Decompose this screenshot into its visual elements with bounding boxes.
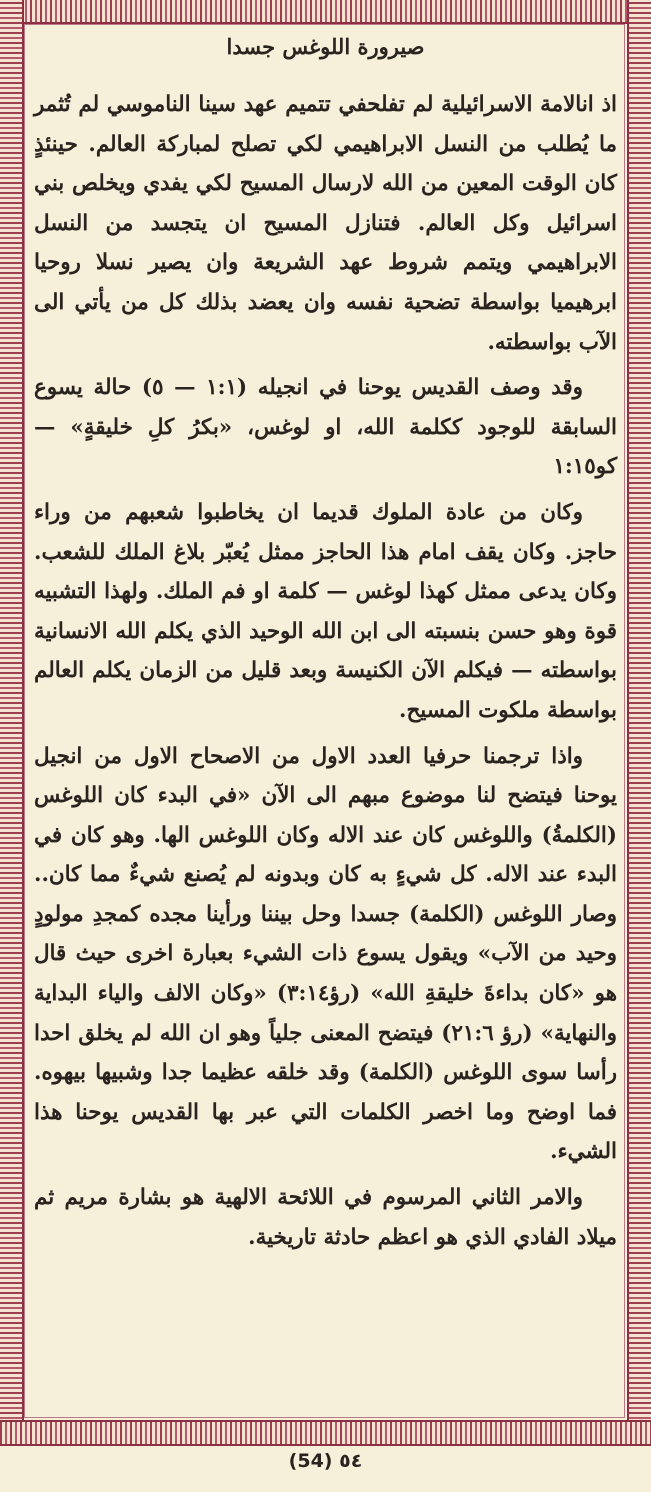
paragraph-1: اذ انالامة الاسرائيلية لم تفلحفي تتميم عهد سينا الناموسي لم تُثمر ما يُطلب من النسل الابراهيمي لكي تصلح لمباركة العالم. حينئذٍ كان الوقت المعين من الله لارسال المسيح لكي يفدي ويخلص بني اسرائيل وكل العالم. فتنازل المسيح ان يتجسد من النسل الابراهيمي ويتمم شروط عهد الشريعة وان يصير نسلا روحيا ابرهيميا بواسطة تضحية نفسه وان يعضد بذلك كل من يأتي الى الآب بواسطته.	[34, 92, 617, 355]
page-number: (54) ٥٤	[288, 1450, 363, 1472]
paragraph-3: وكان من عادة الملوك قديما ان يخاطبوا شعبهم من وراء حاجز. وكان يقف امام هذا الحاجز ممثل يُعبّر بلاغ الملك للشعب. وكان يدعى ممثل كهذا لوغس — كلمة او فم الملك. ولهذا التشبيه قوة وهو حسن بنسبته الى ابن الله الوحيد الذي يكلم الله الانسانية بواسطته — فيكلم الآن الكنيسة وبعد قليل من الزمان يكلم العالم بواسطة ملكوت المسيح.	[34, 499, 617, 723]
page-body	[34, 34, 617, 1414]
decorative-border-right	[627, 0, 651, 1444]
decorative-border-left	[0, 0, 24, 1444]
paragraph-4: واذا ترجمنا حرفيا العدد الاول من الاصحاح الاول من انجيل يوحنا فيتضح لنا موضوع مبهم الى الآن «في البدء كان اللوغس (الكلمةُ) واللوغس كان عند الاله وكان اللوغس الها. وهو كان في البدء عند الاله. كل شيءٍ به كان وبدونه لم يُصنع شيءٌ مما كان.. وصار اللوغس (الكلمة) جسدا وحل بيننا ورأينا مجده كمجدِ مولودٍ وحيد من الآب» ويقول يسوع ذات الشيء بعبارة اخرى حيث قال هو «كان بداءةَ خليقةِ الله» (رؤ٣:١٤) «وكان الالف والياء البداية والنهاية» (رؤ ٢١:٦) فيتضح المعنى جلياً وهو ان الله لم يخلق احدا رأسا سوى اللوغس (الكلمة) وقد خلقه عظيما جدا وشبيها بيهوه. فما اوضح وما اخصر الكلمات التي عبر بها القديس يوحنا هذا الشيء.	[34, 743, 617, 1165]
page-title: صيرورة اللوغس جسدا	[226, 34, 425, 59]
decorative-border-top	[0, 0, 651, 24]
paragraph-2: وقد وصف القديس يوحنا في انجيله (١:١ — ٥) حالة يسوع السابقة للوجود ككلمة الله، او لوغس، «بكرُ كلِ خليقةٍ» — كو١:١٥	[34, 375, 617, 480]
paragraph-5: والامر الثاني المرسوم في اللائحة الالهية هو بشارة مريم ثم ميلاد الفادي الذي هو اعظم حادثة تاريخية.	[34, 1185, 617, 1250]
decorative-border-bottom	[0, 1420, 651, 1446]
